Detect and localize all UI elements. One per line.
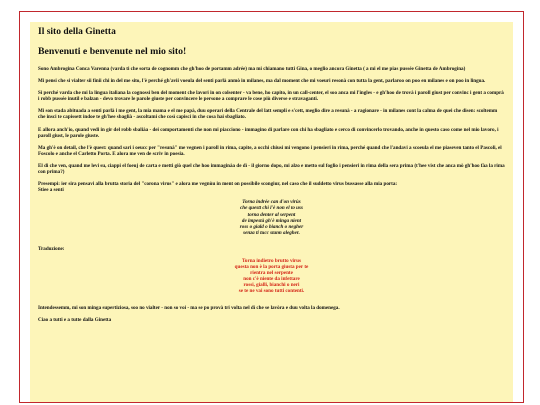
poem-line: che questt chì l'è non el to uss (240, 205, 303, 212)
poem-line: se te ne vai sono tutti contenti. (238, 288, 305, 295)
traduzione-label: Traduzione: (38, 245, 65, 252)
poem-line: ross o giald o bianch o negher (239, 223, 304, 230)
poem-italian (38, 258, 505, 295)
poem-line: rientra nel serpente (250, 270, 293, 277)
paragraph-convincere: E allora anch'io, quand vedi in gir del robb sbaliàa - dei comportamenti che non mi piacciono - immagino di parlare con chi ha sbagliato e cerco di convincerlo trovando, anche in questo caso come nel mio lavoro, i paroll giust, le parole giuste. (38, 126, 499, 139)
poem-milanese (38, 199, 505, 236)
paragraph-intro: Sono Ambrogina Conca Varenna (varda ti che sorta de cognomm che gh'hoo de portamm adrée) ma mi chiamano tutti Gina, o meglio ancora Ginetta ( a mi el me pias pussée Ginetta de Ambrogina) (38, 66, 466, 72)
paragraph-parents: Mi son stada abituada a senti parlà i me gent, la mia mama e el me papà, duu operari della Centrale del latt sempli e s'cett, meglio dire a resunà - a ragionare - in milanes cont la calma de quei che disen: scoltemm che insci te capissett indoe te gh'hee sbaglià - ascoltami che così capisci in che cosa hai sbagliato. (38, 108, 498, 121)
poem-line: rossi, gialli, bianchi o neri (243, 282, 300, 289)
poem-line: de impestà gh'è minga nient (241, 217, 302, 224)
paragraph-presempi (38, 181, 505, 193)
poem-line: non c'è niente da infettare (243, 276, 300, 283)
paragraph-giorno-dopo: El di che ven, quand me levi su, ciappi el foeuj de carta e metti giò quel che hoo immaginàa de dì - il giorno dopo, mi alzo e metto sul foglio i pensieri in rima della sera prima (t'hee vist che anca mò gh'hoo fàa la rima con prima?) (38, 162, 505, 176)
poem-line: torna denter al serpent (247, 211, 296, 218)
poem-line: Torna indietro brutto virus (241, 257, 301, 264)
presempi-text: Presempi: ier sira pensavi alla brutta storia del "corona virus" e alora me vegnùu in ment on possibile scongiur, nel caso che il suddetto virus bussasse alla mia porta: (38, 181, 398, 188)
site-title: Il sito della Ginetta (38, 27, 116, 37)
stiee-label: Stiee a senti (38, 187, 64, 194)
paragraph-supertiziosa: Intendessemm, mi son minga supertiziosa, soo no vialter - non so voi - ma se po provà tri volta nel dì che se lavòra e duu volta la domenega. (38, 304, 340, 311)
poem-line: Torna indrée can d'on virùs (242, 199, 301, 206)
page-frame (19, 11, 524, 403)
paragraph-milanese: Mi pensi che si vialter sii finii chi in del me sito, l'è perché gh'avii voeula del senti parlà anmò in milanes, ma dal moment che mi voeuri resonà con tutta la gent, parlaroo on poo en milanes e on poo in lingua. (38, 78, 486, 85)
paragraph-signoff: Ciao a tutti e a tutte dalla Ginetta (38, 316, 112, 323)
paragraph-lingua: Si perché varda che mi la lingua italiana la cognossi ben del moment che lavori in on colsenter - va bene, ho capito, in un call-center, el soo anca mi l'ingles - e gh'hoo de trovà i paroll giust per convinc i gent a comprà i robb pussée inutil e balzan - devo trovare le parole giuste per convincere le persone a comprare le cose più diverse e stravaganti. (38, 90, 504, 103)
paragraph-rima: Ma gh'è on detail, che l'è quest: quand sari i oeucc per "resunà" me vegnen i paroll in rima, capite, a occhi chiusi mi vengono i pensieri in rima, perché quand che l'andavi a scoeula el me piaseven tanto el Pascoli, el Foscolo e anche el Carletto Porta. E alora me ven de scriv in poesia. (38, 144, 502, 157)
poem-line: questa non è la porta giusta per te (234, 264, 309, 271)
poem-line: senza ti tucc stann alegher. (243, 229, 300, 236)
page-content (30, 22, 513, 402)
welcome-heading: Benvenuti e benvenute nel mio sito! (38, 46, 187, 57)
